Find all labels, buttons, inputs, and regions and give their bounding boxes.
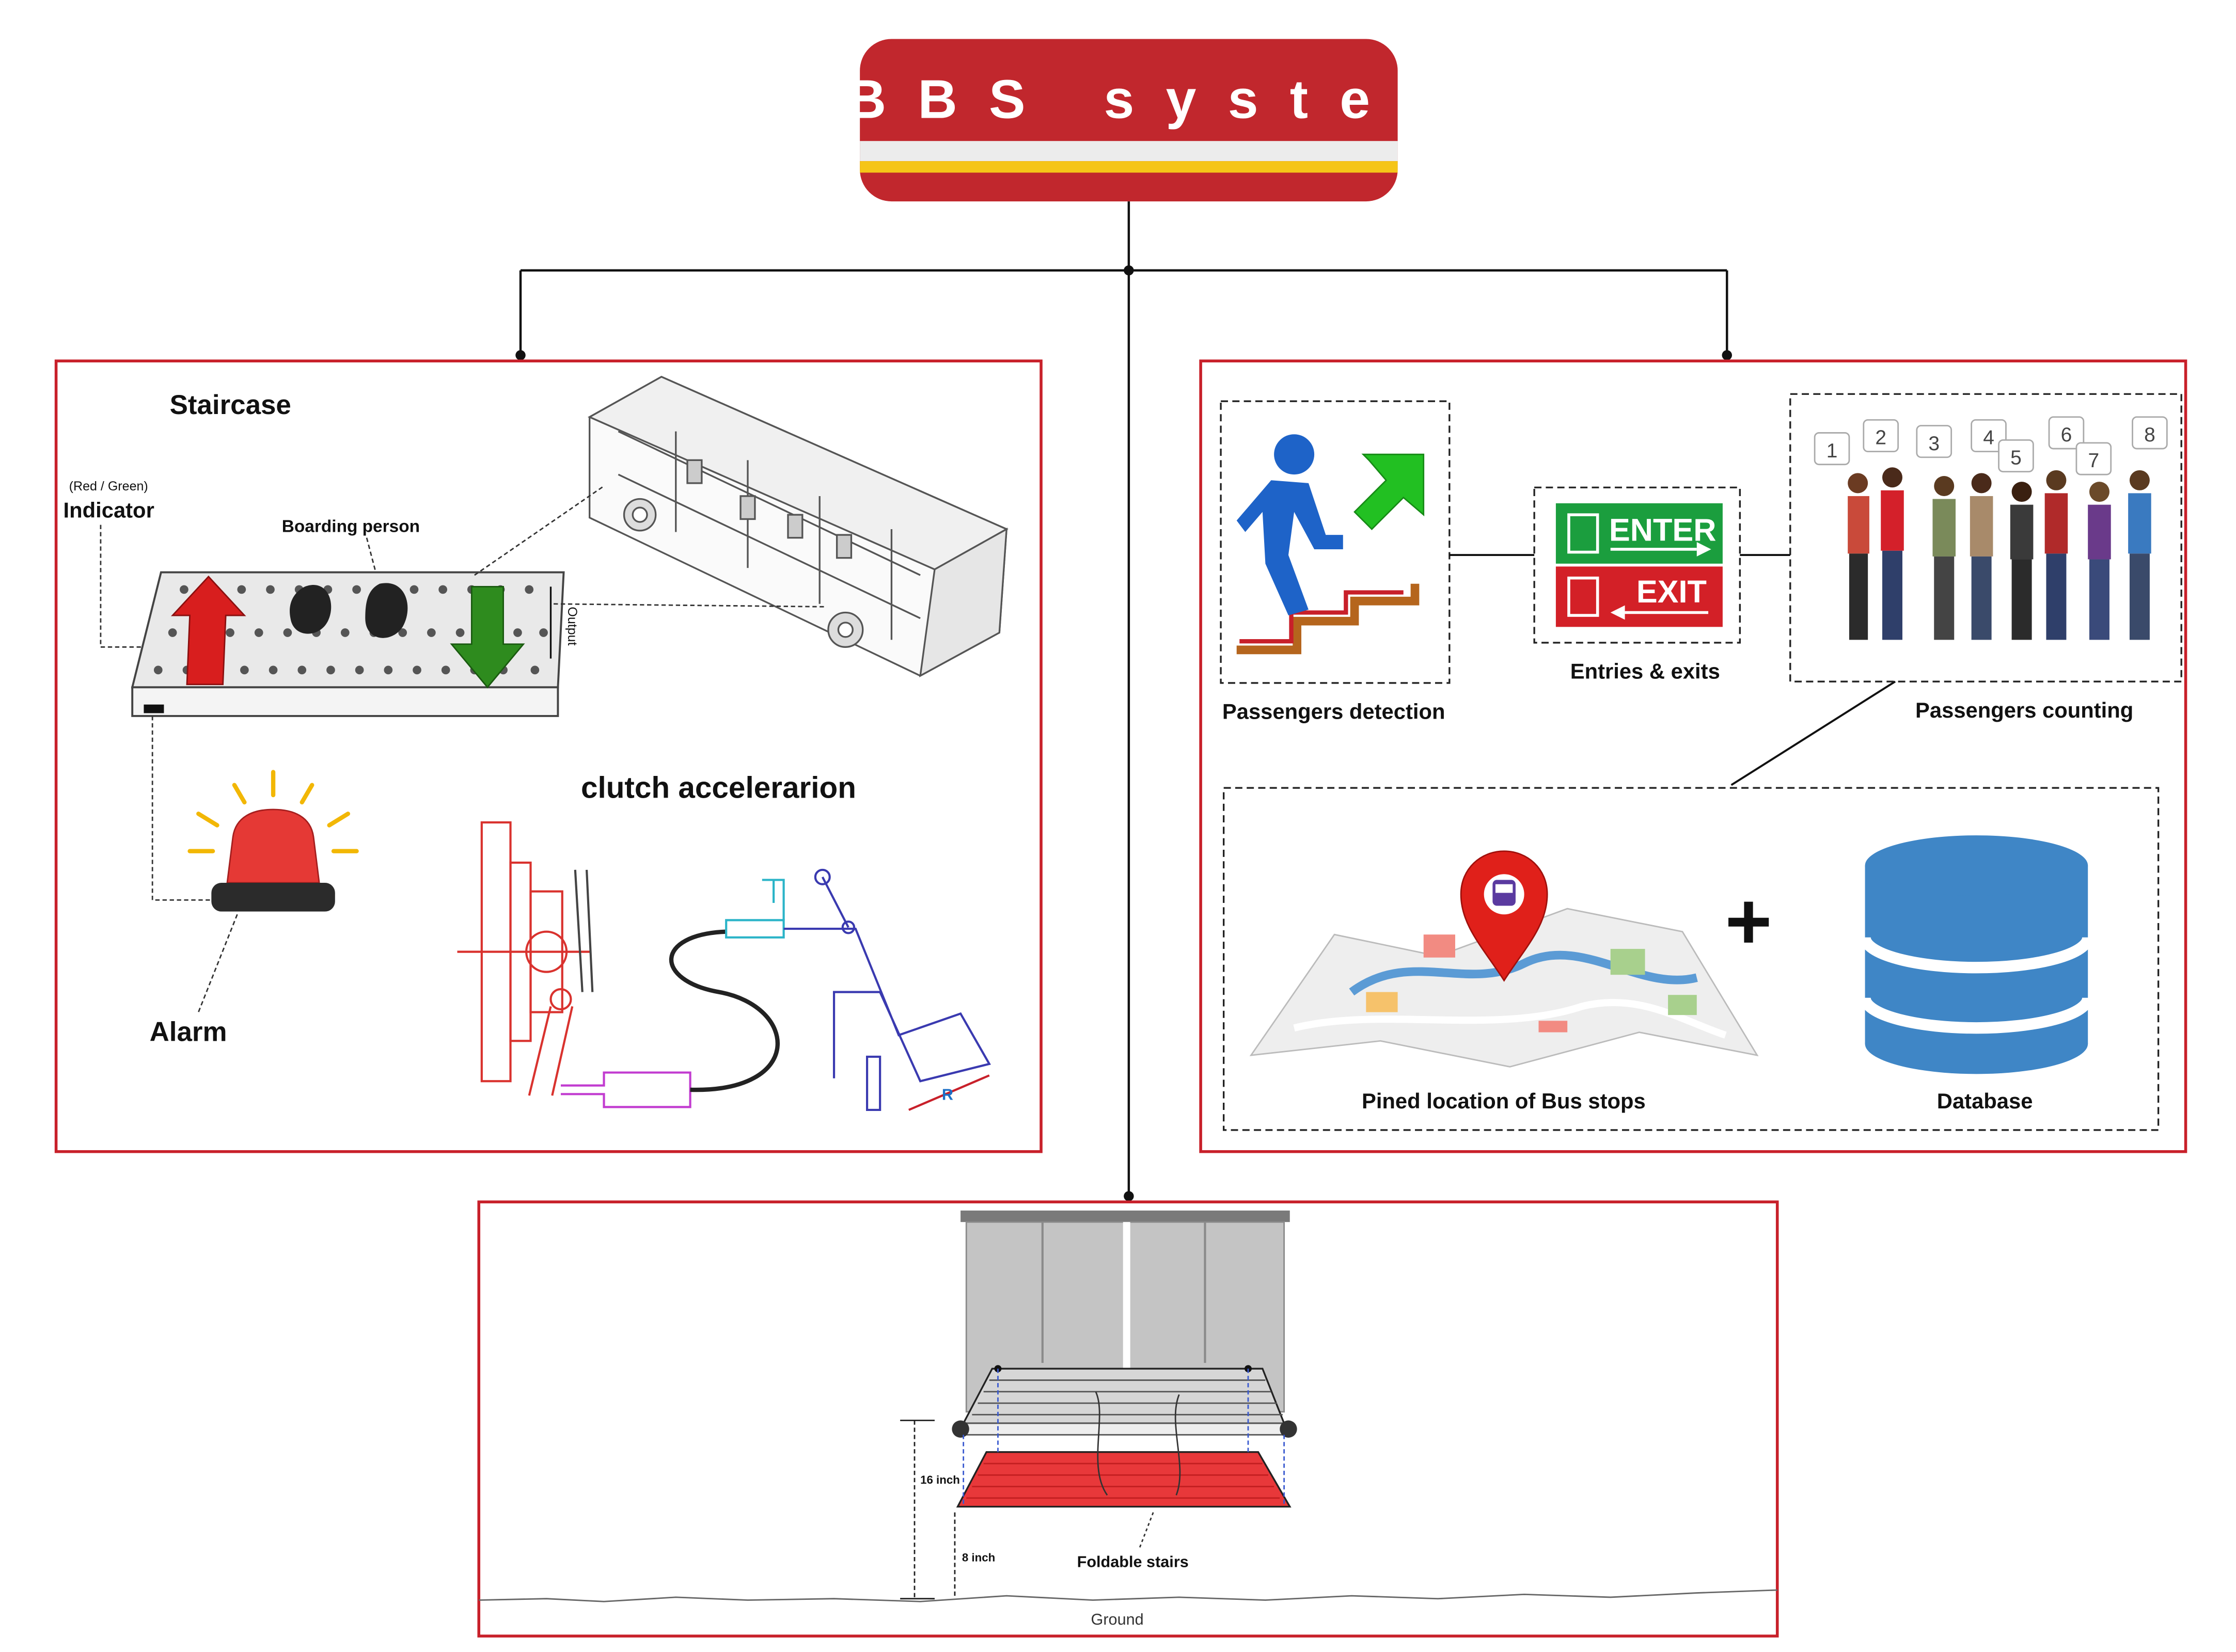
staircase-label: Staircase [169,390,291,421]
database-label: Database [1936,1089,2033,1114]
staircase-platform-illustration [132,573,579,716]
ground-line [479,1590,1777,1601]
person-number: 3 [1928,432,1940,455]
passengers-counting-label: Passengers counting [1915,697,2134,722]
indicator-note: (Red / Green) [69,479,148,494]
passengers-detection-label: Passengers detection [1222,699,1445,724]
alarm-label: Alarm [149,1016,227,1047]
entries-exits-label: Entries & exits [1570,659,1720,684]
person-number: 1 [1826,439,1838,462]
height-dimensions [900,1420,955,1598]
output-label: Output [564,607,579,646]
height-16-label: 16 inch [920,1473,960,1486]
person-number: 2 [1875,426,1887,449]
person-number: 6 [2060,424,2072,447]
database-icon [1865,835,2088,1074]
map-illustration [1251,851,1757,1067]
person-number: 4 [1983,426,1994,449]
alarm-wire [152,716,216,900]
enter-sign-text: ENTER [1609,512,1717,548]
ground-label: Ground [1091,1610,1144,1628]
plus-sign: + [1725,877,1772,967]
bus-illustration [590,377,1007,676]
height-8-label: 8 inch [962,1551,996,1564]
title-banner [776,39,1482,201]
alarm-leader-line [198,914,237,1012]
foldable-leader-line [1139,1513,1153,1550]
page-title: ABBS system [776,69,1482,130]
clutch-mechanism-illustration [457,822,989,1110]
indicator-label: Indicator [63,498,154,522]
passenger-walking-icon [1237,434,1424,650]
person-number: 8 [2144,424,2155,447]
bus-icon [1492,880,1516,906]
exit-sign [1556,566,1723,627]
person-number: 5 [2010,447,2022,469]
bus-door-illustration [952,1211,1297,1438]
alarm-icon [190,772,357,912]
person-figures [1848,467,2151,640]
enter-sign [1556,503,1723,564]
exit-sign-text: EXIT [1636,574,1707,609]
boarding-person-label: Boarding person [281,517,420,536]
person-number: 7 [2088,450,2100,472]
pedal-r-label: R [941,1086,954,1104]
people-counting-illustration [1815,417,2167,640]
clutch-label: clutch accelerarion [580,771,856,805]
foldable-stairs-label: Foldable stairs [1077,1553,1189,1571]
map-label: Pined location of Bus stops [1361,1089,1646,1114]
